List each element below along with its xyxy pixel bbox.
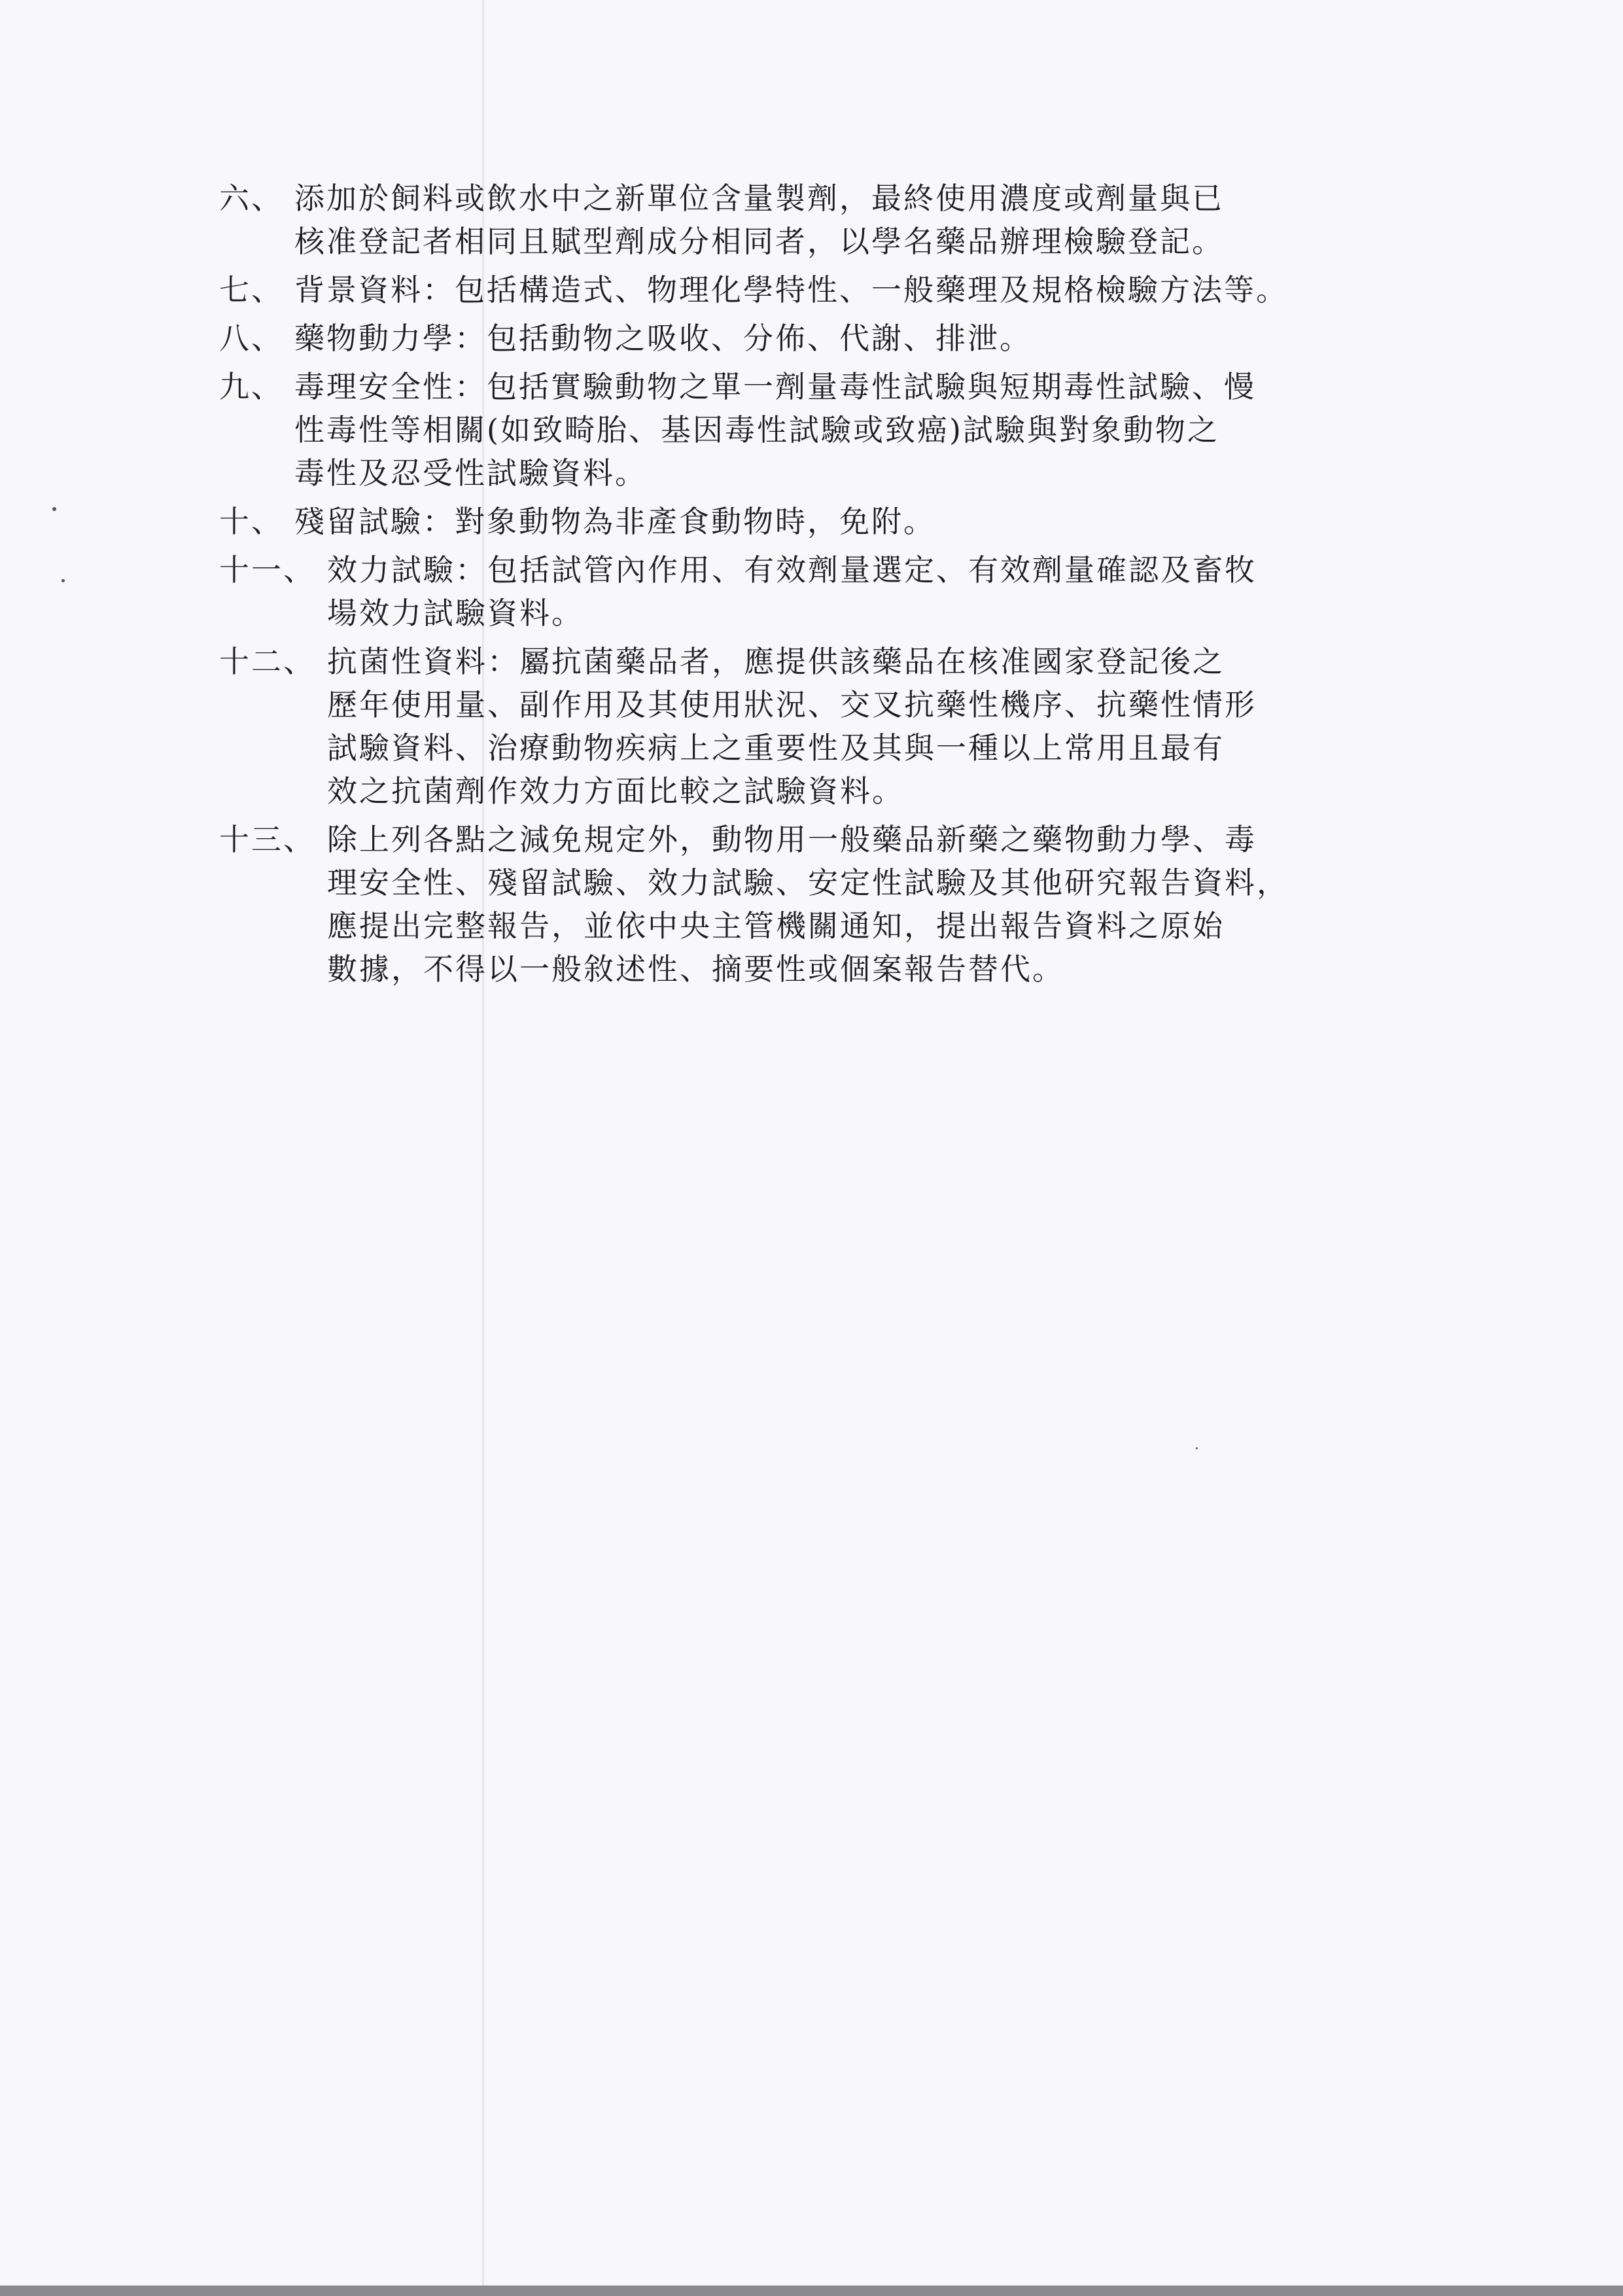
item-number: 十二、: [219, 644, 315, 679]
text-line: 理安全性、殘留試驗、效力試驗、安定性試驗及其他研究報告資料，: [327, 865, 1289, 900]
document-body: [219, 177, 1436, 991]
text-line: 抗菌性資料：屬抗菌藥品者，應提供該藥品在核准國家登記後之: [327, 644, 1225, 679]
text-line: 藥物動力學：包括動物之吸收、分佈、代謝、排泄。: [294, 321, 1032, 356]
text-line: 除上列各點之減免規定外，動物用一般藥品新藥之藥物動力學、毒: [327, 822, 1257, 857]
list-item: [219, 500, 1436, 543]
text-line: 歷年使用量、副作用及其使用狀況、交叉抗藥性機序、抗藥性情形: [327, 687, 1257, 722]
item-number: 六、: [219, 181, 283, 216]
list-item: [219, 177, 1436, 263]
item-text: [294, 365, 1436, 495]
text-line: 應提出完整報告，並依中央主管機關通知，提出報告資料之原始: [327, 908, 1225, 944]
text-line: 數據，不得以一般敘述性、摘要性或個案報告替代。: [327, 951, 1064, 987]
scan-bottom-edge: [0, 2286, 1623, 2296]
text-line: 毒理安全性：包括實驗動物之單一劑量毒性試驗與短期毒性試驗、慢: [294, 369, 1256, 404]
item-number: 十一、: [219, 552, 315, 588]
scan-speck: [52, 507, 56, 511]
item-text: [327, 548, 1436, 635]
item-text: [327, 640, 1436, 813]
item-number: 十三、: [219, 822, 315, 857]
item-text: [294, 177, 1436, 263]
item-number: 七、: [219, 272, 283, 308]
item-number: 八、: [219, 321, 283, 356]
item-number: 九、: [219, 369, 283, 404]
text-line: 添加於飼料或飲水中之新單位含量製劑，最終使用濃度或劑量與已: [294, 181, 1224, 216]
text-line: 毒性及忍受性試驗資料。: [294, 455, 647, 491]
list-item: [219, 640, 1436, 813]
item-text: [327, 818, 1436, 991]
text-line: 效力試驗：包括試管內作用、有效劑量選定、有效劑量確認及畜牧: [327, 552, 1257, 588]
scan-speck: [1196, 1447, 1198, 1449]
item-number: 十、: [219, 504, 283, 539]
list-item: [219, 365, 1436, 495]
text-line: 殘留試驗：對象動物為非產食動物時，免附。: [294, 504, 935, 539]
list-item: [219, 317, 1436, 360]
item-text: [294, 268, 1436, 311]
list-item: [219, 268, 1436, 311]
text-line: 試驗資料、治療動物疾病上之重要性及其與一種以上常用且最有: [327, 730, 1225, 766]
text-line: 核准登記者相同且賦型劑成分相同者，以學名藥品辦理檢驗登記。: [294, 224, 1224, 259]
list-item: [219, 548, 1436, 635]
item-text: [294, 500, 1436, 543]
text-line: 效之抗菌劑作效力方面比較之試驗資料。: [327, 773, 904, 809]
text-line: 性毒性等相關(如致畸胎、基因毒性試驗或致癌)試驗與對象動物之: [294, 412, 1219, 448]
text-line: 場效力試驗資料。: [327, 595, 584, 631]
scan-speck: [61, 579, 65, 582]
item-text: [294, 317, 1436, 360]
text-line: 背景資料：包括構造式、物理化學特性、一般藥理及規格檢驗方法等。: [294, 272, 1288, 308]
list-item: [219, 818, 1436, 991]
